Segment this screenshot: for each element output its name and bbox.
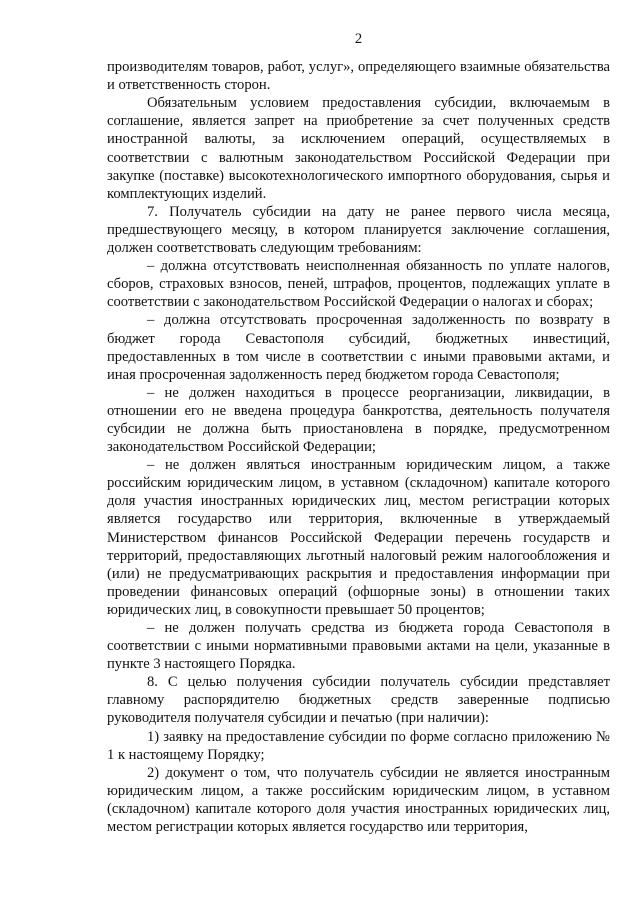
paragraph-continuation: производителям товаров, работ, услуг», определяющего взаимные обязательства и ответственность сторон.: [107, 59, 610, 94]
list-item-application: 1) заявку на предоставление субсидии по форме согласно приложению № 1 к настоящему Порядку;: [107, 728, 610, 763]
paragraph-item-7: 7. Получатель субсидии на дату не ранее первого числа месяца, предшествующего месяцу, в котором планируется заключение соглашения, должен соответствовать следующим требованиям:: [107, 203, 610, 257]
list-item-document: 2) документ о том, что получатель субсидии не является иностранным юридическим лицом, а также российским юридическим лицом, в уставном (складочном) капитале которого доля участия иностранных юридических лиц, местом регистрации которых является государство или территория,: [107, 764, 610, 836]
requirement-no-tax-debt: – должна отсутствовать неисполненная обязанность по уплате налогов, сборов, страховых взносов, пеней, штрафов, процентов, подлежащих уплате в соответствии с законодательством Российской Федерации о налогах и сборах;: [107, 258, 610, 311]
requirement-no-other-funds: – не должен получать средства из бюджета города Севастополя в соответствии с иными нормативными правовыми актами на цели, указанные в пункте 3 настоящего Порядка.: [107, 620, 610, 673]
document-body: [107, 58, 610, 836]
paragraph-currency-condition: Обязательным условием предоставления субсидии, включаемым в соглашение, является запрет на приобретение за счет полученных средств иностранной валюты, за исключением операций, осуществляемых в соответствии с валютным законодательством Российской Федерации при закупке (поставке) высокотехнологического импортного оборудования, сырья и комплектующих изделий.: [107, 95, 610, 202]
page-number: 2: [354, 31, 363, 47]
paragraph-item-8: 8. С целью получения субсидии получатель субсидии представляет главному распорядителю бюджетных средств заверенные подписью руководителя получателя субсидии и печатью (при наличии):: [107, 674, 610, 727]
requirement-not-foreign-entity: – не должен являться иностранным юридическим лицом, а также российским юридическим лицом, в уставном (складочном) капитале которого доля участия иностранных юридических лиц, местом регистрации которых является государство или территория, включенные в утверждаемый Министерством финансов Российской Федерации перечень государств и территорий, предоставляющих льготный налоговый режим налогообложения и (или) не предусматривающих раскрытия и предоставления информации при проведении финансовых операций (офшорные зоны) в отношении таких юридических лиц, в совокупности превышает 50 процентов;: [107, 457, 610, 618]
requirement-no-overdue-debt: – должна отсутствовать просроченная задолженность по возврату в бюджет города Севастополя субсидий, бюджетных инвестиций, предоставленных в том числе в соответствии с иными правовыми актами, и иная просроченная задолженность перед бюджетом города Севастополя;: [107, 312, 610, 383]
requirement-no-reorganization: – не должен находиться в процессе реорганизации, ликвидации, в отношении его не введена процедура банкротства, деятельность получателя субсидии не должна быть приостановлена в порядке, предусмотренном законодательством Российской Федерации;: [107, 384, 610, 456]
